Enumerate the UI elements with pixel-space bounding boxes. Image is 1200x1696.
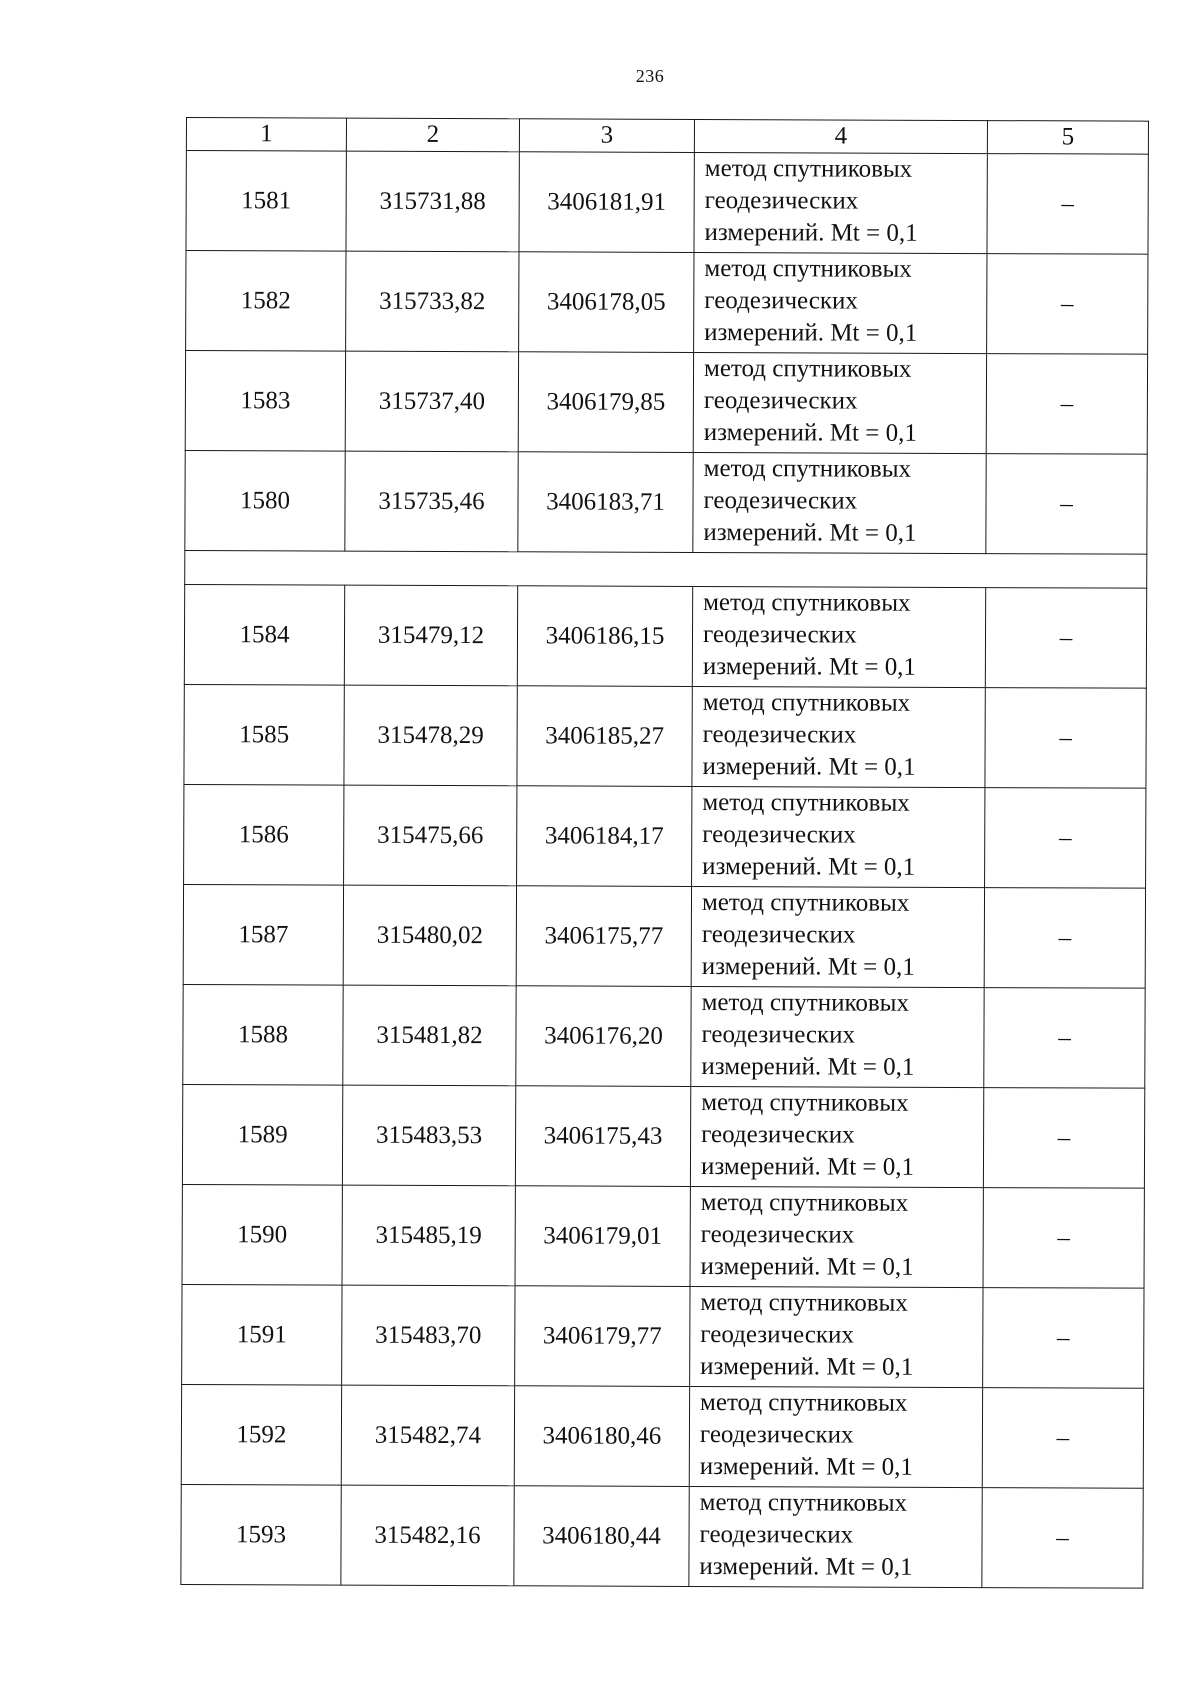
- point-number-cell: 1590: [182, 1184, 342, 1285]
- method-line: измерений. Mt = 0,1: [704, 318, 918, 347]
- y-coordinate-cell: 3406185,27: [517, 686, 692, 787]
- column-5-cell: –: [985, 588, 1146, 689]
- coordinates-table: [180, 117, 1149, 1589]
- y-coordinate-cell: 3406180,44: [514, 1486, 689, 1587]
- x-coordinate-cell: 315478,29: [344, 685, 517, 786]
- point-number-cell: 1583: [185, 351, 345, 452]
- method-cell: [691, 886, 984, 987]
- method-line: геодезических: [700, 1220, 855, 1249]
- method-cell: [691, 986, 984, 1087]
- column-header: 1: [186, 118, 346, 152]
- column-header: 2: [346, 118, 519, 152]
- y-coordinate-cell: 3406184,17: [517, 786, 692, 887]
- point-number-cell: 1581: [186, 151, 346, 252]
- method-line: геодезических: [701, 1120, 855, 1149]
- method-line: метод спутниковых: [703, 588, 911, 617]
- table-row: [182, 1184, 1144, 1288]
- point-number-cell: 1592: [181, 1384, 341, 1485]
- table-row: [184, 684, 1146, 788]
- point-number-cell: 1584: [184, 584, 344, 685]
- method-line: измерений. Mt = 0,1: [702, 852, 916, 881]
- table-row: [185, 450, 1147, 554]
- table-row: [181, 1384, 1143, 1488]
- method-line: метод спутниковых: [701, 1088, 909, 1117]
- x-coordinate-cell: 315737,40: [345, 351, 518, 452]
- x-coordinate-cell: 315482,74: [341, 1385, 514, 1486]
- method-line: измерений. Mt = 0,1: [703, 518, 917, 547]
- y-coordinate-cell: 3406181,91: [519, 152, 694, 253]
- method-line: метод спутниковых: [703, 354, 912, 383]
- method-line: геодезических: [701, 1020, 856, 1049]
- method-line: измерений. Mt = 0,1: [700, 1252, 914, 1281]
- y-coordinate-cell: 3406179,77: [515, 1286, 690, 1387]
- method-cell: [690, 1186, 983, 1287]
- method-line: геодезических: [699, 1420, 854, 1449]
- x-coordinate-cell: 315479,12: [344, 585, 517, 686]
- method-cell: [692, 786, 985, 887]
- method-cell: [690, 1086, 983, 1187]
- method-line: измерений. Mt = 0,1: [699, 1552, 913, 1581]
- column-5-cell: –: [982, 1488, 1143, 1589]
- x-coordinate-cell: 315483,53: [342, 1085, 515, 1186]
- column-header: 4: [694, 119, 987, 153]
- method-line: измерений. Mt = 0,1: [702, 752, 916, 781]
- method-line: геодезических: [701, 920, 856, 949]
- method-cell: [689, 1386, 982, 1487]
- table-row: [186, 151, 1148, 255]
- method-line: метод спутниковых: [704, 254, 912, 283]
- x-coordinate-cell: 315480,02: [343, 885, 516, 986]
- method-line: метод спутниковых: [700, 1188, 909, 1217]
- separator-cell: [185, 550, 1147, 588]
- x-coordinate-cell: 315475,66: [344, 785, 517, 886]
- x-coordinate-cell: 315731,88: [346, 151, 519, 252]
- table-row: [182, 1284, 1144, 1388]
- column-5-cell: –: [986, 454, 1147, 555]
- method-line: измерений. Mt = 0,1: [701, 952, 915, 981]
- method-line: геодезических: [703, 386, 858, 415]
- point-number-cell: 1593: [181, 1484, 341, 1585]
- method-line: метод спутниковых: [703, 454, 912, 483]
- point-number-cell: 1591: [182, 1284, 342, 1385]
- column-5-cell: –: [984, 988, 1145, 1089]
- y-coordinate-cell: 3406183,71: [518, 452, 693, 553]
- method-cell: [692, 686, 985, 787]
- method-line: метод спутниковых: [704, 154, 913, 183]
- point-number-cell: 1580: [185, 450, 345, 551]
- point-number-cell: 1587: [183, 884, 343, 985]
- method-cell: [689, 1486, 982, 1587]
- table-row: [183, 984, 1145, 1088]
- method-line: геодезических: [702, 720, 857, 749]
- method-cell: [694, 252, 987, 353]
- method-line: измерений. Mt = 0,1: [701, 1052, 915, 1081]
- method-cell: [693, 452, 986, 553]
- y-coordinate-cell: 3406175,43: [515, 1086, 690, 1187]
- method-line: геодезических: [700, 1320, 854, 1349]
- y-coordinate-cell: 3406176,20: [516, 986, 691, 1087]
- method-line: метод спутниковых: [702, 688, 911, 717]
- column-5-cell: –: [985, 688, 1146, 789]
- method-line: метод спутниковых: [699, 1488, 908, 1517]
- y-coordinate-cell: 3406175,77: [516, 886, 691, 987]
- method-line: геодезических: [702, 620, 857, 649]
- table-row: [184, 584, 1146, 688]
- table-row: [181, 1484, 1143, 1588]
- table-row: [182, 1084, 1144, 1188]
- y-coordinate-cell: 3406180,46: [514, 1386, 689, 1487]
- method-line: измерений. Mt = 0,1: [699, 1452, 913, 1481]
- method-line: измерений. Mt = 0,1: [702, 652, 917, 681]
- column-header: 3: [519, 119, 694, 153]
- column-5-cell: –: [986, 354, 1147, 455]
- method-line: геодезических: [702, 820, 856, 849]
- method-cell: [692, 586, 985, 687]
- point-number-cell: 1586: [184, 784, 344, 885]
- column-header: 5: [987, 121, 1148, 155]
- method-line: геодезических: [703, 486, 858, 515]
- method-line: метод спутниковых: [701, 888, 910, 917]
- table-row: [186, 251, 1148, 355]
- method-cell: [690, 1286, 983, 1387]
- method-line: измерений. Mt = 0,1: [700, 1152, 915, 1181]
- column-5-cell: –: [987, 154, 1148, 255]
- x-coordinate-cell: 315483,70: [342, 1285, 515, 1386]
- x-coordinate-cell: 315735,46: [345, 451, 518, 552]
- method-line: измерений. Mt = 0,1: [700, 1352, 914, 1381]
- method-line: измерений. Mt = 0,1: [703, 418, 917, 447]
- method-line: геодезических: [699, 1520, 854, 1549]
- y-coordinate-cell: 3406186,15: [517, 586, 692, 687]
- column-5-cell: –: [983, 1288, 1144, 1389]
- method-line: метод спутниковых: [701, 988, 910, 1017]
- table-row: [184, 784, 1146, 888]
- column-5-cell: –: [987, 254, 1148, 355]
- method-line: метод спутниковых: [700, 1388, 908, 1417]
- separator-row: [185, 550, 1147, 588]
- page-number: 236: [635, 66, 665, 86]
- x-coordinate-cell: 315482,16: [341, 1485, 514, 1586]
- table-header-row: [186, 118, 1148, 155]
- method-line: измерений. Mt = 0,1: [704, 218, 918, 247]
- column-5-cell: –: [984, 888, 1145, 989]
- method-line: геодезических: [704, 186, 859, 215]
- point-number-cell: 1582: [186, 251, 346, 352]
- column-5-cell: –: [985, 788, 1146, 889]
- method-cell: [693, 352, 986, 453]
- method-line: геодезических: [704, 286, 858, 315]
- point-number-cell: 1589: [182, 1084, 342, 1185]
- x-coordinate-cell: 315485,19: [342, 1185, 515, 1286]
- column-5-cell: –: [983, 1088, 1144, 1189]
- column-5-cell: –: [983, 1188, 1144, 1289]
- x-coordinate-cell: 315481,82: [343, 985, 516, 1086]
- method-cell: [694, 152, 987, 253]
- x-coordinate-cell: 315733,82: [346, 251, 519, 352]
- table-body: [181, 118, 1149, 1589]
- table-row: [185, 351, 1147, 455]
- y-coordinate-cell: 3406179,01: [515, 1186, 690, 1287]
- y-coordinate-cell: 3406178,05: [519, 252, 694, 353]
- method-line: метод спутниковых: [702, 788, 910, 817]
- table-row: [183, 884, 1145, 988]
- column-5-cell: –: [982, 1388, 1143, 1489]
- method-line: метод спутниковых: [700, 1288, 908, 1317]
- y-coordinate-cell: 3406179,85: [518, 352, 693, 453]
- point-number-cell: 1585: [184, 684, 344, 785]
- point-number-cell: 1588: [183, 984, 343, 1085]
